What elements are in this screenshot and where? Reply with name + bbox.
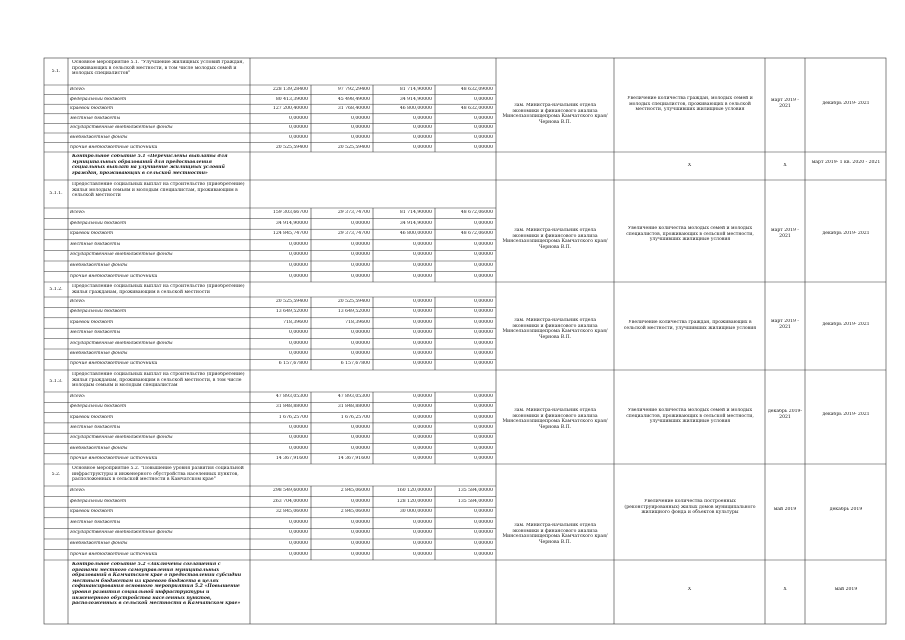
amount-cell: 34 914,90000	[275, 220, 308, 226]
amount-cell: 0,00000	[474, 340, 493, 346]
amount-cell: 0,00000	[289, 519, 308, 525]
amount-cell: 0,00000	[474, 519, 493, 525]
amount-cell: 0,00000	[413, 351, 432, 356]
amount-cell: 0,00000	[413, 299, 432, 304]
amount-cell: 0,00000	[474, 96, 493, 102]
amount-cell: 1 676,25700	[340, 414, 370, 420]
amount-cell: 0,00000	[351, 435, 370, 441]
amount-cell: 0,00000	[413, 424, 432, 430]
amount-cell: 0,00000	[351, 541, 370, 546]
amount-cell: 0,00000	[413, 530, 432, 536]
amount-cell: 6 157,67800	[278, 361, 308, 367]
amount-cell: 0,00000	[289, 530, 308, 536]
amount-cell: 0,00000	[413, 330, 432, 336]
amount-cell: 0,00000	[351, 135, 370, 140]
amount-cell: 0,00000	[351, 273, 370, 279]
amount-cell: 34 914,90000	[399, 220, 432, 226]
amount-cell: 2 845,06000	[340, 488, 370, 493]
amount-cell: 135 584,00000	[457, 488, 493, 493]
amount-cell: 0,00000	[474, 361, 493, 367]
funding-source-label: краевой бюджет	[70, 106, 114, 112]
control-x-mark: X	[783, 587, 787, 592]
amount-cell: 48 672,06000	[460, 231, 493, 237]
amount-cell: 160 120,00000	[396, 488, 432, 493]
funding-source-label: краевой бюджет	[70, 509, 114, 515]
result-cell: Увеличение количества молодых семей и молодых специалистов, проживающих в сельской местности, улучшивших жилищные условия	[626, 226, 754, 243]
amount-cell: 0,00000	[413, 404, 432, 410]
amount-cell: 159 303,66700	[272, 210, 308, 215]
funding-source-label: государственные внебюджетные фонды	[70, 340, 173, 346]
amount-cell: 0,00000	[413, 115, 432, 121]
amount-cell: 0,00000	[413, 394, 432, 399]
funding-source-label: внебюджетные фонды	[70, 135, 128, 140]
end-date: декабрь 2019- 2021	[822, 231, 870, 236]
amount-cell: 31 768,40000	[337, 106, 370, 112]
amount-cell: 0,00000	[351, 351, 370, 356]
amount-cell: 0,00000	[289, 435, 308, 441]
amount-cell: 13 649,52000	[337, 309, 370, 315]
amount-cell: 0,00000	[474, 455, 493, 461]
amount-cell: 0,00000	[474, 135, 493, 140]
section-code: 5.1.2.	[49, 287, 63, 292]
amount-cell: 0,00000	[474, 125, 493, 131]
amount-cell: 0,00000	[413, 445, 432, 451]
funding-source-label: краевой бюджет	[70, 414, 114, 420]
amount-cell: 0,00000	[351, 551, 370, 557]
funding-source-label: государственные внебюджетные фонды	[70, 125, 173, 131]
section-code: 5.1.3.	[49, 379, 63, 384]
section-title: Предоставление социальных выплат на строительство (приобретение) жилья гражданам, проживающим в сельской местности, в том числе молодым семьям и молодым специалистам	[72, 372, 245, 389]
amount-cell: 0,00000	[351, 530, 370, 536]
amount-cell: 0,00000	[474, 551, 493, 557]
amount-cell: 298 549,60000	[272, 488, 308, 493]
end-date: декабрь 2019- 2021	[822, 101, 870, 106]
amount-cell: 14 367,91600	[337, 455, 370, 461]
amount-cell: 0,00000	[351, 252, 370, 258]
end-date: декабрь 2019- 2021	[822, 322, 870, 327]
funding-source-label: государственные внебюджетные фонды	[70, 530, 173, 536]
amount-cell: 128 120,00000	[396, 498, 432, 504]
amount-cell: 0,00000	[351, 115, 370, 121]
amount-cell: 0,00000	[474, 351, 493, 356]
amount-cell: 0,00000	[413, 144, 432, 150]
amount-cell: 0,00000	[351, 263, 370, 268]
amount-cell: 20 525,59400	[275, 299, 308, 304]
amount-cell: 0,00000	[474, 309, 493, 315]
amount-cell: 0,00000	[474, 435, 493, 441]
funding-source-label: государственные внебюджетные фонды	[70, 435, 173, 441]
amount-cell: 135 584,00000	[457, 498, 493, 504]
amount-cell: 0,00000	[413, 135, 432, 140]
amount-cell: 0,00000	[413, 519, 432, 525]
result-cell: Увеличение количества построенных (реконструированных) жилых домов муниципального жилищного фонда и объектов культуры	[624, 499, 756, 516]
section-code: 5.1.1.	[49, 191, 63, 196]
amount-cell: 13 649,52000	[275, 309, 308, 315]
amount-cell: 0,00000	[413, 309, 432, 315]
amount-cell: 0,00000	[289, 541, 308, 546]
amount-cell: 0,00000	[351, 445, 370, 451]
amount-cell: 0,00000	[413, 319, 432, 325]
funding-source-label: Всего:	[70, 299, 86, 304]
amount-cell: 0,00000	[474, 404, 493, 410]
result-cell: Увеличение количества граждан, молодых семей и молодых специалистов, проживающих в сельской местности, улучшивших жилищные условия	[627, 96, 753, 113]
amount-cell: 0,00000	[474, 530, 493, 536]
amount-cell: 97 792,29400	[337, 87, 370, 92]
end-date: декабрь 2019	[829, 507, 863, 512]
amount-cell: 0,00000	[474, 263, 493, 268]
amount-cell: 0,00000	[289, 252, 308, 258]
amount-cell: 20 525,59400	[337, 299, 370, 304]
amount-cell: 0,00000	[413, 414, 432, 420]
amount-cell: 48 632,09000	[460, 87, 493, 92]
amount-cell: 34 914,90000	[399, 96, 432, 102]
funding-source-label: краевой бюджет	[70, 319, 114, 325]
amount-cell: 31 848,88000	[337, 404, 370, 410]
result-cell: Увеличение количества молодых семей и молодых специалистов, проживающих в сельской местности, улучшивших жилищные условия	[626, 408, 754, 425]
amount-cell: 0,00000	[474, 144, 493, 150]
amount-cell: 0,00000	[351, 519, 370, 525]
amount-cell: 0,00000	[474, 414, 493, 420]
amount-cell: 81 714,90000	[399, 87, 432, 92]
amount-cell: 32 845,06000	[275, 509, 308, 515]
amount-cell: 0,00000	[289, 273, 308, 279]
control-x-mark: X	[687, 587, 692, 592]
amount-cell: 0,00000	[413, 361, 432, 367]
amount-cell: 0,00000	[474, 319, 493, 325]
funding-source-label: местные бюджеты	[70, 241, 121, 247]
amount-cell: 0,00000	[474, 509, 493, 515]
funding-source-label: Всего:	[70, 394, 86, 399]
funding-source-label: федеральный бюджет	[70, 96, 127, 102]
amount-cell: 0,00000	[413, 273, 432, 279]
funding-source-label: внебюджетные фонды	[70, 351, 128, 356]
funding-source-label: прочие внебюджетные источники	[70, 361, 158, 367]
amount-cell: 80 413,39000	[275, 96, 308, 102]
responsible-cell: Зам. Министра-начальник отдела экономики и финансового анализа Минсельхозпищепрома Камчатского края/Чернова В.П.	[502, 228, 608, 250]
amount-cell: 0,00000	[289, 330, 308, 336]
amount-cell: 263 704,00000	[272, 498, 308, 504]
funding-source-label: Всего:	[70, 87, 86, 92]
amount-cell: 0,00000	[289, 445, 308, 451]
amount-cell: 228 139,28400	[272, 87, 308, 92]
amount-cell: 45 498,49000	[337, 96, 370, 102]
funding-source-label: местные бюджеты	[70, 115, 121, 121]
amount-cell: 0,00000	[289, 115, 308, 121]
funding-source-label: прочие внебюджетные источники	[70, 455, 158, 461]
amount-cell: 14 367,91600	[275, 455, 308, 461]
amount-cell: 0,00000	[413, 263, 432, 268]
amount-cell: 0,00000	[474, 299, 493, 304]
funding-source-label: Всего:	[70, 210, 86, 215]
funding-source-label: местные бюджеты	[70, 330, 121, 336]
funding-source-label: прочие внебюджетные источники	[70, 273, 158, 279]
amount-cell: 31 848,88000	[275, 404, 308, 410]
control-event-text: Контрольное событие 5.2 «Заключены соглашения с органами местного самоуправления муниципальных образований в Камчатском крае о предоставлении субсидии местным бюджетам из краевого бюджета в целях софинансирования основного мероприятия 5.2 «Повышение уровня развития социальной инфраструктуры и инженерного обустройства населенных пунктов, расположенных в сельской местности в Камчатском крае»	[72, 562, 242, 607]
amount-cell: 20 525,59400	[275, 144, 308, 150]
funding-source-label: краевой бюджет	[70, 231, 114, 237]
amount-cell: 0,00000	[413, 551, 432, 557]
section-title: Основное мероприятие 5.1. "Улучшение жилищных условий граждан, проживающих в сельской местности, в том числе молодых семей и молодых специалистов"	[72, 60, 244, 77]
amount-cell: 1 676,25700	[278, 414, 308, 420]
amount-cell: 0,00000	[289, 263, 308, 268]
amount-cell: 0,00000	[413, 125, 432, 131]
amount-cell: 0,00000	[413, 252, 432, 258]
start-date: март 2019 - 2021	[771, 319, 799, 330]
amount-cell: 0,00000	[351, 424, 370, 430]
responsible-cell: Зам. Министра-начальник отдела экономики и финансового анализа Минсельхозпищепрома Камчатского края/Чернова В.П.	[502, 408, 608, 430]
start-date: декабрь 2019- 2021	[767, 409, 803, 420]
responsible-cell: Зам. Министра-начальник отдела экономики и финансового анализа Минсельхозпищепрома Камчатского края/Чернова В.П.	[502, 523, 608, 545]
funding-source-label: местные бюджеты	[70, 519, 121, 525]
amount-cell: 47 893,05300	[337, 394, 370, 399]
amount-cell: 718,39600	[345, 319, 370, 325]
amount-cell: 46 800,00000	[399, 231, 432, 237]
amount-cell: 48 672,06000	[460, 210, 493, 215]
amount-cell: 718,39600	[283, 319, 308, 325]
control-x-mark: X	[687, 163, 692, 168]
amount-cell: 29 373,74700	[337, 210, 370, 215]
amount-cell: 0,00000	[289, 351, 308, 356]
funding-source-label: внебюджетные фонды	[70, 541, 128, 546]
funding-source-label: местные бюджеты	[70, 424, 121, 430]
amount-cell: 0,00000	[351, 498, 370, 504]
amount-cell: 81 714,90000	[399, 210, 432, 215]
funding-source-label: федеральный бюджет	[70, 404, 127, 410]
start-date: май 2019	[773, 507, 797, 512]
funding-source-label: прочие внебюджетные источники	[70, 551, 158, 557]
section-title: Предоставление социальных выплат на строительство (приобретение) жилья молодым семьям и молодым специалистам, проживающим в сельской местности	[72, 182, 245, 199]
amount-cell: 46 800,00000	[399, 106, 432, 112]
amount-cell: 0,00000	[351, 340, 370, 346]
amount-cell: 47 893,05300	[275, 394, 308, 399]
amount-cell: 0,00000	[474, 330, 493, 336]
funding-source-label: внебюджетные фонды	[70, 263, 128, 268]
section-code: 5.2.	[51, 472, 61, 477]
amount-cell: 0,00000	[474, 541, 493, 546]
amount-cell: 0,00000	[289, 135, 308, 140]
responsible-cell: Зам. Министра-начальник отдела экономики и финансового анализа Минсельхозпищепрома Камчатского края/Чернова В.П.	[502, 103, 608, 125]
amount-cell: 0,00000	[289, 340, 308, 346]
amount-cell: 0,00000	[413, 455, 432, 461]
amount-cell: 0,00000	[289, 241, 308, 247]
amount-cell: 29 373,74700	[337, 231, 370, 237]
result-cell: Увеличение количества граждан, проживающих в сельской местности, улучшивших жилищные условия	[623, 320, 757, 331]
amount-cell: 0,00000	[474, 252, 493, 258]
amount-cell: 30 000,00000	[399, 509, 432, 515]
amount-cell: 0,00000	[474, 273, 493, 279]
amount-cell: 0,00000	[474, 220, 493, 226]
amount-cell: 0,00000	[289, 424, 308, 430]
amount-cell: 2 845,06000	[340, 509, 370, 515]
control-date: май 2019	[834, 587, 858, 592]
amount-cell: 0,00000	[474, 241, 493, 247]
funding-source-label: прочие внебюджетные источники	[70, 144, 158, 150]
funding-source-label: Всего:	[70, 488, 86, 493]
funding-source-label: федеральный бюджет	[70, 498, 127, 504]
amount-cell: 0,00000	[351, 220, 370, 226]
amount-cell: 0,00000	[289, 125, 308, 131]
section-title: Предоставление социальных выплат на строительство (приобретение) жилья гражданам, проживающим в сельской местности	[72, 284, 245, 295]
section-code: 5.1.	[51, 69, 61, 74]
funding-source-label: государственные внебюджетные фонды	[70, 252, 173, 258]
amount-cell: 124 845,74700	[272, 231, 308, 237]
amount-cell: 48 632,00000	[460, 106, 493, 112]
end-date: декабрь 2019- 2021	[822, 412, 870, 417]
control-x-mark: X	[783, 163, 787, 168]
amount-cell: 0,00000	[474, 445, 493, 451]
responsible-cell: Зам. Министра-начальник отдела экономики и финансового анализа Минсельхозпищепрома Камчатского края/Чернова В.П.	[502, 318, 608, 340]
amount-cell: 0,00000	[413, 340, 432, 346]
amount-cell: 0,00000	[413, 241, 432, 247]
amount-cell: 0,00000	[474, 115, 493, 121]
funding-source-label: федеральный бюджет	[70, 309, 127, 315]
section-title: Основное мероприятие 5.2. "Повышение уровня развития социальной инфраструктуры и инженерного обустройства населенных пунктов, расположенных в сельской местности в Камчатском крае"	[72, 466, 244, 483]
amount-cell: 0,00000	[351, 330, 370, 336]
amount-cell: 0,00000	[413, 435, 432, 441]
control-date: март 2019- 1 кв. 2020 - 2021	[811, 160, 881, 165]
amount-cell: 0,00000	[474, 424, 493, 430]
amount-cell: 20 525,59400	[337, 144, 370, 150]
start-date: март 2019 - 2021	[771, 228, 799, 239]
amount-cell: 0,00000	[351, 125, 370, 131]
start-date: март 2019 - 2021	[771, 98, 799, 109]
amount-cell: 127 200,40000	[272, 106, 308, 112]
amount-cell: 0,00000	[474, 394, 493, 399]
funding-source-label: федеральный бюджет	[70, 220, 127, 226]
amount-cell: 0,00000	[351, 241, 370, 247]
funding-source-label: внебюджетные фонды	[70, 445, 128, 451]
amount-cell: 6 157,67800	[340, 361, 370, 367]
control-event-text: Контрольное событие 5.1 «Перечислены выплаты для муниципальных образований для предоставления социальных выплат на улучшение жилищных условий граждан, проживающих в сельской местности»	[72, 154, 228, 176]
amount-cell: 0,00000	[289, 551, 308, 557]
amount-cell: 0,00000	[413, 541, 432, 546]
